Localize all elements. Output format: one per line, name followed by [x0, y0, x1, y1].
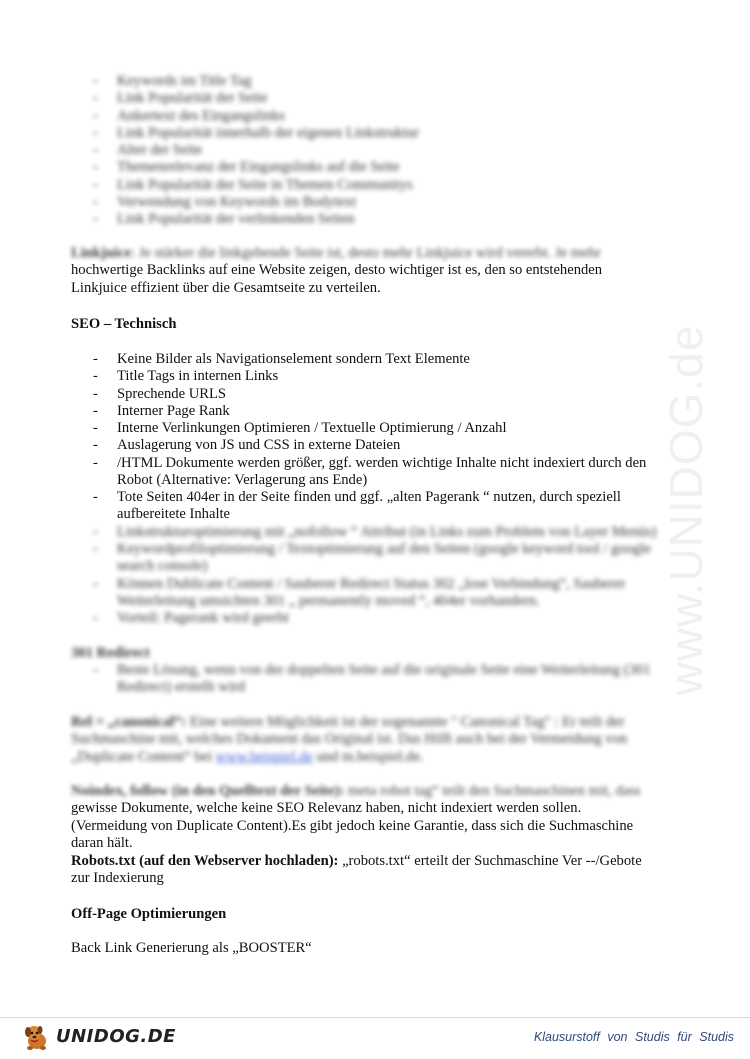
noindex-line-4: daran hält. — [71, 834, 133, 851]
list-item-continuation: Robot (Alternative: Verlagerung ans Ende) — [117, 472, 368, 488]
linkjuice-term: Linkjuice — [71, 245, 132, 261]
list-item: - Themenrelevanz der Eingangslinks auf die Seite — [93, 159, 419, 176]
dog-mascot-icon — [22, 1023, 52, 1051]
list-item: - Keywords im Title Tag — [93, 73, 419, 90]
footer-tagline: Klausurstoff von Studis für Studis — [533, 1030, 734, 1044]
list-item: - /HTML Dokumente werden größer, ggf. werden wichtige Inhalte nicht indexiert durch den — [93, 455, 673, 472]
list-item: - Tote Seiten 404er in der Seite finden und ggf. „alten Pagerank “ nutzen, durch speziell — [93, 489, 673, 506]
list-item: - Keine Bilder als Navigationselement sondern Text Elemente — [93, 351, 673, 368]
list-item: - Link Popularität der Seite in Themen Communitys — [93, 177, 419, 194]
noindex-line-1: meta robot tag“ teilt den Suchmaschinen mit, dass — [344, 783, 641, 799]
offpage-text: Back Link Generierung als „BOOSTER“ — [71, 940, 312, 956]
robots-line-2: zur Indexierung — [71, 870, 164, 887]
canonical-term: Rel = „canonical“: — [71, 714, 187, 730]
seo-technisch-list — [93, 351, 673, 472]
list-item: - Link Popularität der Seite — [93, 90, 419, 107]
list-item: - Alter der Seite — [93, 142, 419, 159]
robots-term: Robots.txt (auf den Webserver hochladen): — [71, 853, 339, 869]
list-item: - Keywordprofiloptimierung / Textoptimierung auf den Seiten (google keyword tool / google — [93, 541, 683, 558]
linkjuice-line-2: hochwertige Backlinks auf eine Website zeigen, desto wichtiger ist es, den so entstehenden — [71, 262, 603, 279]
list-item: - Link Popularität der verlinkenden Seiten — [93, 211, 419, 228]
noindex-line-2: gewisse Dokumente, welche keine SEO Relevanz haben, nicht indexiert werden sollen. — [71, 800, 582, 817]
seo-technisch-blurred-list-2 — [93, 576, 683, 593]
canonical-paragraph — [71, 714, 681, 766]
redirect-heading: 301 Redirect — [71, 645, 150, 661]
robots-line-1: „robots.txt“ erteilt der Suchmaschine Ver --/Gebote — [338, 853, 642, 869]
linkjuice-line-1: : Je stärker die linkgebende Seite ist, desto mehr Linkjuice wird vererbt. Je mehr — [131, 245, 601, 261]
noindex-paragraph — [71, 783, 681, 852]
offpage-heading: Off-Page Optimierungen — [71, 906, 227, 922]
list-item: - Title Tags in internen Links — [93, 368, 673, 385]
list-item-continuation: Weiterleitung umsichten 301 „ permanently moved “, 404er vorhandern. — [117, 593, 540, 609]
redirect-list — [93, 662, 683, 679]
list-item: - Interner Page Rank — [93, 403, 673, 420]
seo-technisch-list-cont — [93, 489, 673, 506]
list-item: - Sprechende URLS — [93, 386, 673, 403]
list-item-continuation: Redirect) erstellt wird — [117, 679, 246, 695]
list-item: - Interne Verlinkungen Optimieren / Textuelle Optimierung / Anzahl — [93, 420, 673, 437]
list-item: - Vorteil: Pagerank wird geerbt — [93, 610, 683, 627]
unidog-logo[interactable] — [22, 1022, 176, 1052]
seo-technisch-heading: SEO – Technisch — [71, 316, 177, 332]
seo-technisch-blurred-list — [93, 524, 683, 559]
footer-divider — [0, 1017, 750, 1018]
linkjuice-paragraph — [71, 245, 671, 297]
list-item: - Ankertext des Eingangslinks — [93, 108, 419, 125]
noindex-term: Noindex, follow (in den Quelltext der Seite): — [71, 783, 345, 799]
canonical-line-3-suffix: und m.beispiel.de. — [312, 748, 424, 765]
list-item: - Link Popularität innerhalb der eigenen Linkstruktur — [93, 125, 419, 142]
canonical-line-3: „Duplicate Content“ bei — [71, 748, 216, 765]
canonical-line-1: Eine weitere Möglichkeit ist der sogenannte " Canonical Tag" : Er teilt der — [186, 714, 625, 730]
canonical-line-2: Suchmaschine mit, welches Dokument das Original ist. Das Hilft auch bei der Vermeidung von — [71, 731, 628, 748]
watermark-text: www.UNIDOG.de — [660, 324, 712, 696]
robots-paragraph — [71, 853, 681, 888]
list-item: - Können Dublicate Content / Sauberer Redirect Status 302 „lose Verbindung“, Sauberer — [93, 576, 683, 593]
logo-text: UNIDOG.DE — [56, 1026, 176, 1048]
list-item-continuation: aufbereitete Inhalte — [117, 506, 231, 522]
watermark — [660, 240, 735, 760]
list-item: - Beste Lösung, wenn von der doppelten Seite auf die originale Seite eine Weiterleitung (301 — [93, 662, 683, 679]
noindex-line-3: (Vermeidung von Duplicate Content).Es gibt jedoch keine Garantie, dass sich die Suchmaschine — [71, 817, 634, 834]
example-link[interactable]: www.beispiel.de — [215, 748, 313, 765]
list-item: - Linkstrukturoptimierung mit „nofollow “ Attribut (in Links zum Problem von Layer Menüs) — [93, 524, 683, 541]
list-item-continuation: search console) — [117, 558, 208, 574]
seo-technisch-blurred-list-3 — [93, 610, 683, 627]
list-item: - Verwendung von Keywords im Bodytext — [93, 194, 419, 211]
ranking-factor-list — [93, 73, 419, 229]
list-item: - Auslagerung von JS und CSS in externe Dateien — [93, 437, 673, 454]
linkjuice-line-3: Linkjuice effizient über die Gesamtseite zu verteilen. — [71, 279, 381, 296]
